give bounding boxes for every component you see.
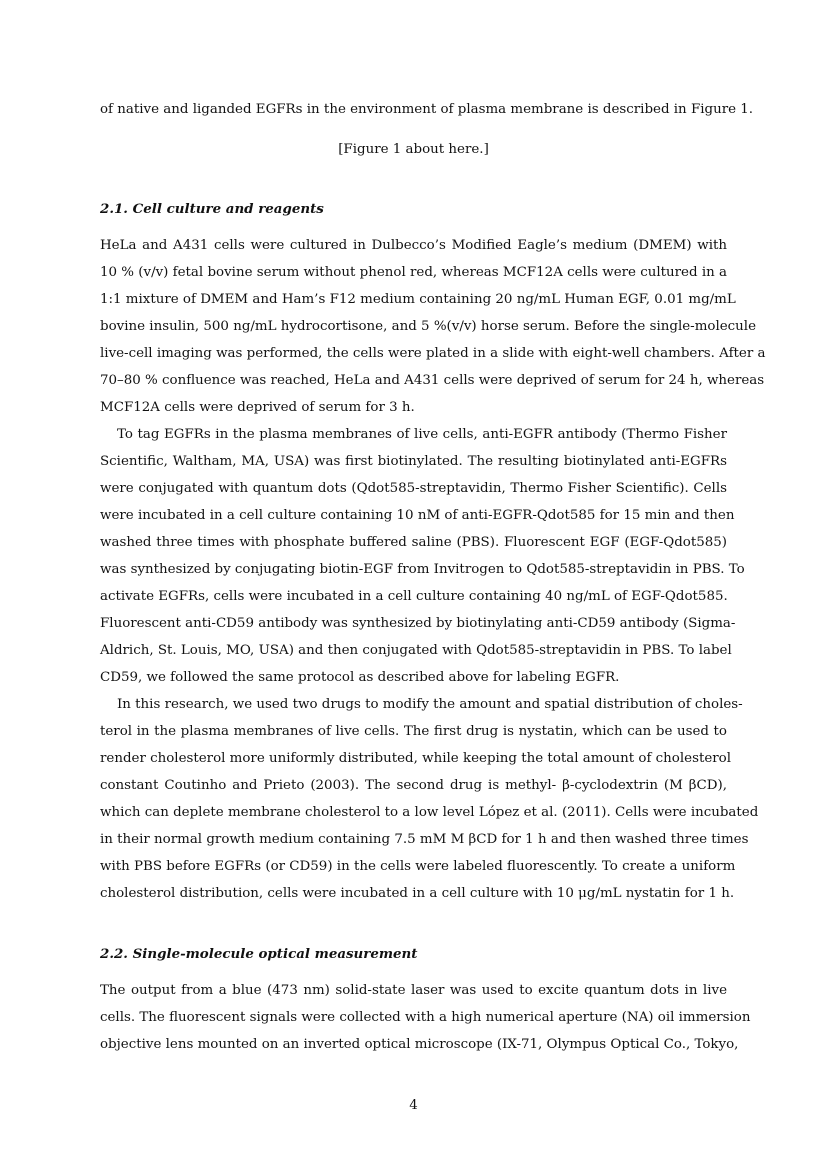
figure-placeholder: [Figure 1 about here.] <box>338 142 489 157</box>
text-line: washed three times with phosphate buffered saline (PBS). Fluorescent EGF (EGF-Qdot585) <box>100 535 727 550</box>
text-line: Fluorescent anti-CD59 antibody was synthesized by biotinylating anti-CD59 antibody (Sigma- <box>100 616 736 631</box>
text-line: 10 % (v/v) fetal bovine serum without phenol red, whereas MCF12A cells were cultured in a <box>100 265 727 280</box>
text-line: To tag EGFRs in the plasma membranes of live cells, anti-EGFR antibody (Thermo Fisher <box>117 427 727 442</box>
text-line: 1:1 mixture of DMEM and Ham’s F12 medium containing 20 ng/mL Human EGF, 0.01 mg/mL <box>100 292 736 307</box>
section-heading-2-1: 2.1. Cell culture and reagents <box>100 201 324 217</box>
text-line: live-cell imaging was performed, the cells were plated in a slide with eight-well chambers. After a <box>100 346 766 361</box>
text-line: HeLa and A431 cells were cultured in Dulbecco’s Modified Eagle’s medium (DMEM) with <box>100 238 727 253</box>
text-line: The output from a blue (473 nm) solid-state laser was used to excite quantum dots in live <box>100 983 727 998</box>
text-line: of native and liganded EGFRs in the environment of plasma membrane is described in Figure 1. <box>100 102 754 117</box>
text-line: objective lens mounted on an inverted optical microscope (IX-71, Olympus Optical Co., Tokyo, <box>100 1037 739 1052</box>
page-number: 4 <box>409 1098 418 1113</box>
text-line: were conjugated with quantum dots (Qdot585-streptavidin, Thermo Fisher Scientific). Cells <box>100 481 727 496</box>
text-line: were incubated in a cell culture containing 10 nM of anti-EGFR-Qdot585 for 15 min and then <box>100 508 735 523</box>
text-line: activate EGFRs, cells were incubated in a cell culture containing 40 ng/mL of EGF-Qdot585. <box>100 589 728 604</box>
text-line: Scientific, Waltham, MA, USA) was first biotinylated. The resulting biotinylated anti-EGFRs <box>100 454 727 469</box>
section-heading-2-2: 2.2. Single-molecule optical measurement <box>100 946 418 962</box>
text-line: MCF12A cells were deprived of serum for 3 h. <box>100 400 415 415</box>
text-line: was synthesized by conjugating biotin-EGF from Invitrogen to Qdot585-streptavidin in PBS. To <box>100 562 745 577</box>
text-line: in their normal growth medium containing 7.5 mM M βCD for 1 h and then washed three times <box>100 832 749 847</box>
text-line: Aldrich, St. Louis, MO, USA) and then conjugated with Qdot585-streptavidin in PBS. To label <box>100 643 732 658</box>
text-line: In this research, we used two drugs to modify the amount and spatial distribution of choles- <box>117 697 743 712</box>
text-line: with PBS before EGFRs (or CD59) in the cells were labeled fluorescently. To create a uniform <box>100 859 736 874</box>
text-line: render cholesterol more uniformly distributed, while keeping the total amount of cholesterol <box>100 751 732 766</box>
text-line: cholesterol distribution, cells were incubated in a cell culture with 10 μg/mL nystatin for 1 h. <box>100 886 735 901</box>
text-line: CD59, we followed the same protocol as described above for labeling EGFR. <box>100 670 620 685</box>
text-line: bovine insulin, 500 ng/mL hydrocortisone, and 5 %(v/v) horse serum. Before the single-molecule <box>100 319 756 334</box>
text-line: 70–80 % confluence was reached, HeLa and A431 cells were deprived of serum for 24 h, whereas <box>100 373 765 388</box>
text-line: terol in the plasma membranes of live cells. The first drug is nystatin, which can be used to <box>100 724 727 739</box>
text-line: constant Coutinho and Prieto (2003). The second drug is methyl- β-cyclodextrin (M βCD), <box>100 778 727 793</box>
text-line: cells. The fluorescent signals were collected with a high numerical aperture (NA) oil immersion <box>100 1010 751 1025</box>
text-line: which can deplete membrane cholesterol to a low level López et al. (2011). Cells were incubated <box>100 805 759 820</box>
